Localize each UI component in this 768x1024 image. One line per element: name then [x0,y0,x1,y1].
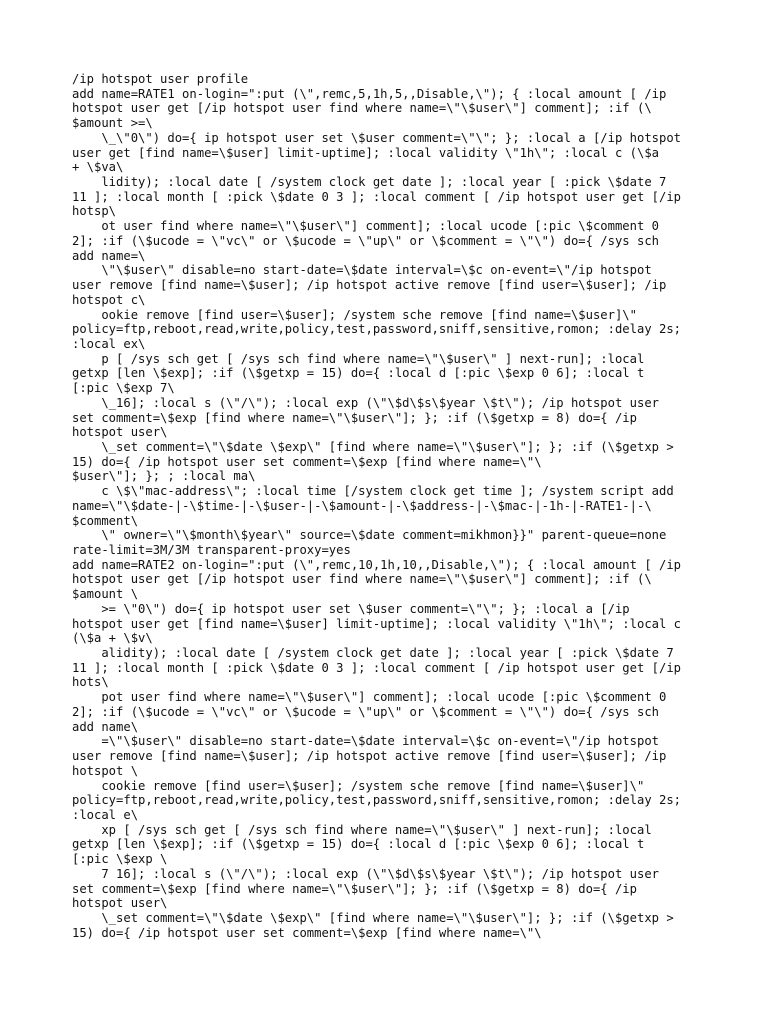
text-line: p [ /sys sch get [ /sys sch find where name=\"\$user\" ] next-run]; :local [72,351,645,366]
text-line: ookie remove [find user=\$user]; /system sche remove [find name=\$user]\" [72,307,637,322]
text-line: [:pic \$exp 7\ [72,381,175,396]
text-line: add name=\ [72,248,146,263]
text-line: ot user find where name=\"\$user\"] comment]; :local ucode [:pic \$comment 0 [72,219,659,234]
text-line: set comment=\$exp [find where name=\"\$user\"]; }; :if (\$getxp = 8) do={ /ip [72,410,637,425]
text-line: + \$va\ [72,160,124,175]
text-line: 2]; :if (\$ucode = \"vc\" or \$ucode = \"up\" or \$comment = \"\") do={ /sys sch [72,233,659,248]
text-line: name=\"\$date-|-\$time-|-\$user-|-\$amount-|-\$address-|-\$mac-|-1h-|-RATE1-|-\ [72,498,652,513]
text-line: policy=ftp,reboot,read,write,policy,test,password,sniff,sensitive,romon; :delay 2s; [72,793,682,808]
text-line: $amount \ [72,587,139,602]
text-line: cookie remove [find user=\$user]; /system sche remove [find name=\$user]\" [72,778,645,793]
text-line: \" owner=\"\$month\$year\" source=\$date comment=mikhmon}}" parent-queue=none [72,528,667,543]
text-line: lidity); :local date [ /system clock get date ]; :local year [ :pick \$date 7 [72,175,667,190]
text-line: user remove [find name=\$user]; /ip hotspot active remove [find user=\$user]; /ip [72,749,667,764]
text-line: (\$a + \$v\ [72,631,153,646]
text-line: hots\ [72,675,109,690]
text-line: 11 ]; :local month [ :pick \$date 0 3 ]; :local comment [ /ip hotspot user get [/ip [72,189,682,204]
text-line: :local e\ [72,807,139,822]
text-line: hotspot user get [/ip hotspot user find where name=\"\$user\"] comment]; :if (\ [72,572,652,587]
text-line: \"\$user\" disable=no start-date=\$date interval=\$c on-event=\"/ip hotspot [72,263,652,278]
text-line: alidity); :local date [ /system clock get date ]; :local year [ :pick \$date 7 [72,646,674,661]
text-line: =\"\$user\" disable=no start-date=\$date interval=\$c on-event=\"/ip hotspot [72,734,659,749]
text-line: user remove [find name=\$user]; /ip hotspot active remove [find user=\$user]; /ip [72,278,667,293]
text-line: policy=ftp,reboot,read,write,policy,test,password,sniff,sensitive,romon; :delay 2s; [72,322,682,337]
text-line: 2]; :if (\$ucode = \"vc\" or \$ucode = \"up\" or \$comment = \"\") do={ /sys sch [72,704,659,719]
text-line: /ip hotspot user profile [72,72,249,86]
text-line: hotsp\ [72,204,117,219]
text-line: xp [ /sys sch get [ /sys sch find where name=\"\$user\" ] next-run]; :local [72,822,652,837]
text-line: 7 16]; :local s (\"/\"); :local exp (\"\$d\$s\$year \$t\"); /ip hotspot user [72,866,659,881]
text-line: pot user find where name=\"\$user\"] comment]; :local ucode [:pic \$comment 0 [72,690,667,705]
text-line: hotspot user get [/ip hotspot user find where name=\"\$user\"] comment]; :if (\ [72,101,652,116]
text-line: hotspot c\ [72,292,146,307]
text-line: >= \"0\") do={ ip hotspot user set \$user comment=\"\"; }; :local a [/ip [72,601,630,616]
document-page [72,72,712,940]
text-line: set comment=\$exp [find where name=\"\$user\"]; }; :if (\$getxp = 8) do={ /ip [72,881,637,896]
text-line: \_16]; :local s (\"/\"); :local exp (\"\$d\$s\$year \$t\"); /ip hotspot user [72,395,659,410]
text-line: \_\"0\") do={ ip hotspot user set \$user comment=\"\"; }; :local a [/ip hotspot [72,130,682,145]
text-line: add name=RATE2 on-login=":put (\",remc,10,1h,10,,Disable,\"); { :local amount [ /ip [72,557,682,572]
text-line: [:pic \$exp \ [72,852,168,867]
text-line: $amount >=\ [72,116,153,131]
text-line: user get [find name=\$user] limit-uptime]; :local validity \"1h\"; :local c (\$a [72,145,659,160]
text-line: \_set comment=\"\$date \$exp\" [find where name=\"\$user\"]; }; :if (\$getxp > [72,910,674,925]
text-line: 11 ]; :local month [ :pick \$date 0 3 ]; :local comment [ /ip hotspot user get [/ip [72,660,682,675]
text-line: $user\"]; }; ; :local ma\ [72,469,256,484]
text-line: hotspot user\ [72,896,168,911]
text-line: getxp [len \$exp]; :if (\$getxp = 15) do={ :local d [:pic \$exp 0 6]; :local t [72,837,645,852]
text-line: hotspot user get [find name=\$user] limit-uptime]; :local validity \"1h\"; :local c [72,616,682,631]
text-line: \_set comment=\"\$date \$exp\" [find where name=\"\$user\"]; }; :if (\$getxp > [72,439,674,454]
text-line: 15) do={ /ip hotspot user set comment=\$exp [find where name=\"\ [72,925,542,940]
text-line: $comment\ [72,513,139,528]
text-line: hotspot user\ [72,425,168,440]
text-line: getxp [len \$exp]; :if (\$getxp = 15) do={ :local d [:pic \$exp 0 6]; :local t [72,366,645,381]
text-line: add name\ [72,719,139,734]
text-line: add name=RATE1 on-login=":put (\",remc,5,1h,5,,Disable,\"); { :local amount [ /ip [72,86,667,101]
text-line: c \$\"mac-address\"; :local time [/system clock get time ]; /system script add [72,484,674,499]
text-line: 15) do={ /ip hotspot user set comment=\$exp [find where name=\"\ [72,454,542,469]
text-line: rate-limit=3M/3M transparent-proxy=yes [72,543,351,557]
text-line: hotspot \ [72,763,139,778]
text-line: :local ex\ [72,336,146,351]
